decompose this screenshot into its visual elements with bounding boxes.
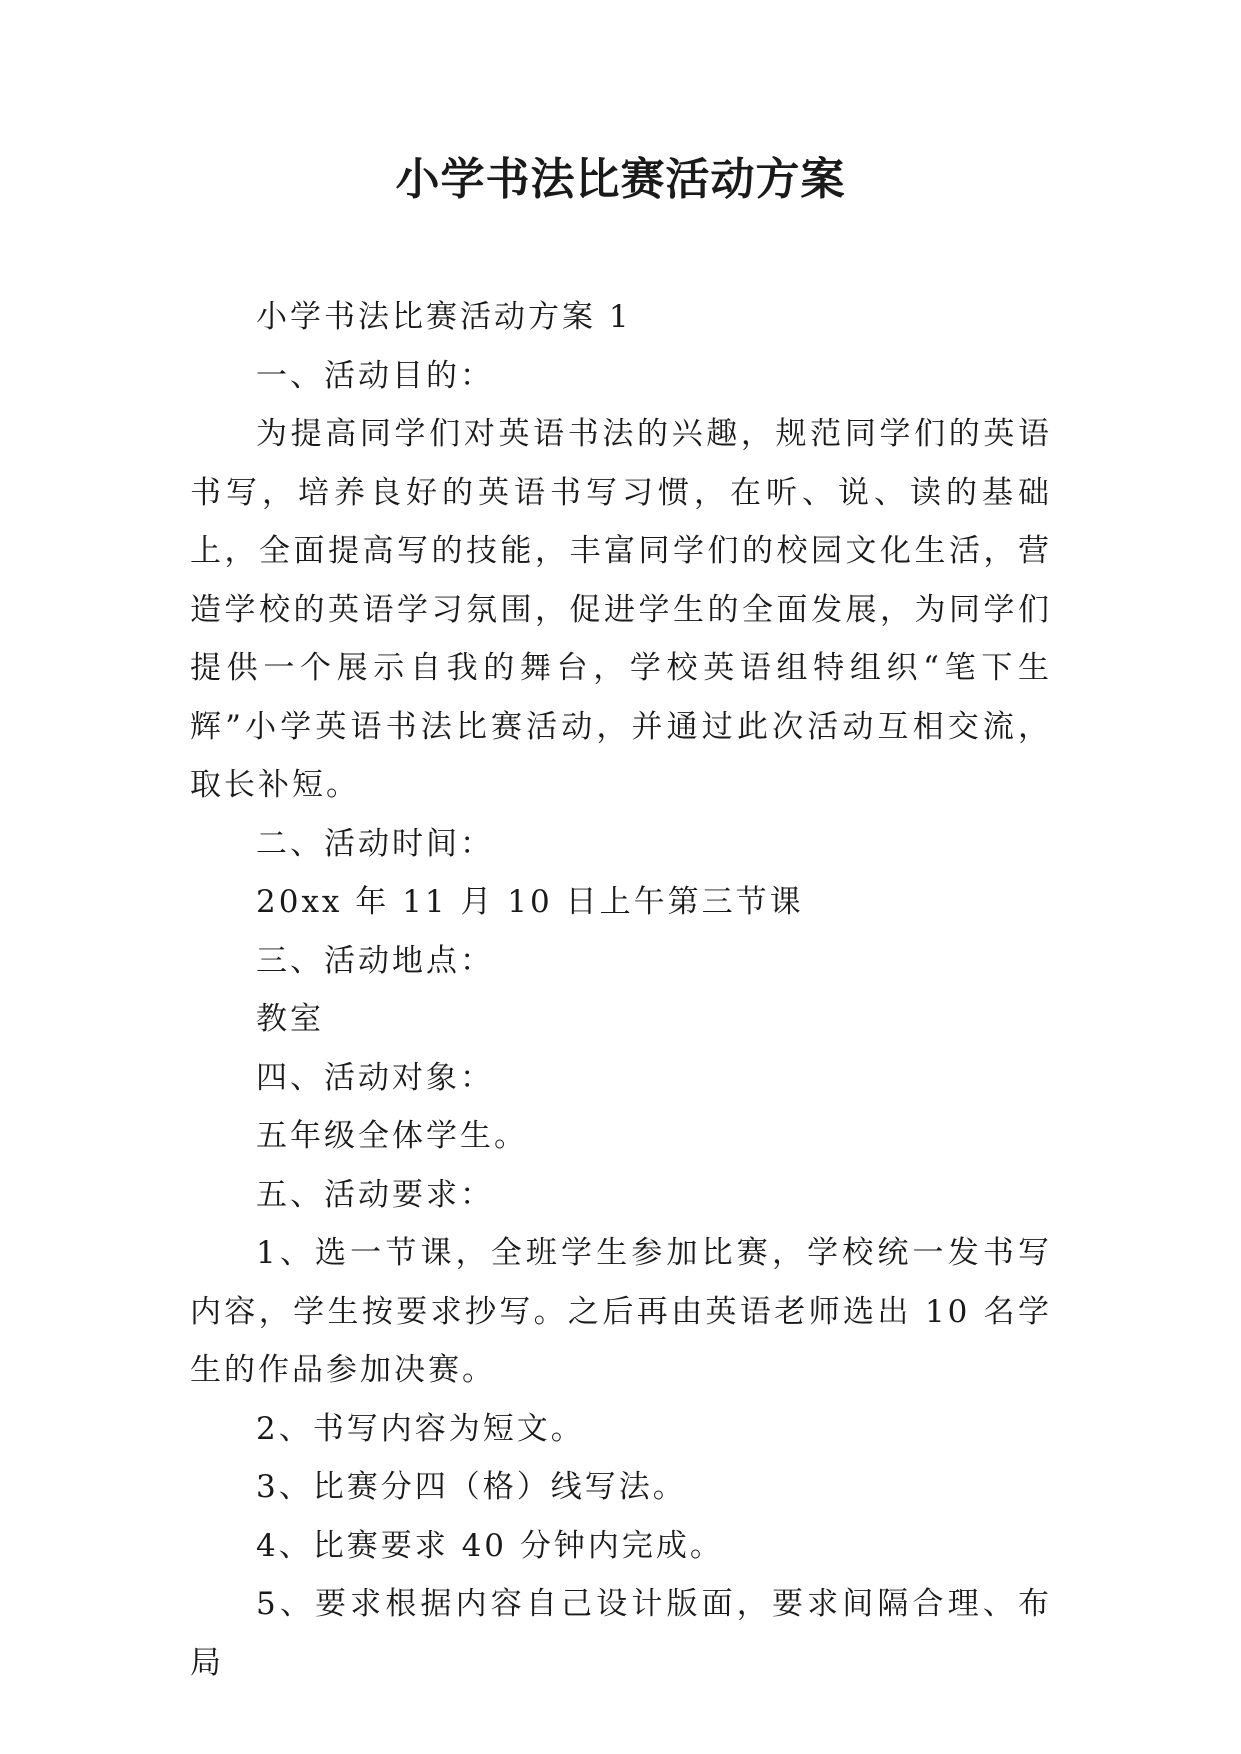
participants-paragraph: 五年级全体学生。 bbox=[256, 1118, 528, 1154]
requirement-item-1: 1、选一节课，全班学生参加比赛，学校统一发书写内容，学生按要求抄写。之后再由英语老师选出 10 名学生的作品参加决赛。 bbox=[190, 1235, 1052, 1388]
section-heading-requirements: 五、活动要求： bbox=[256, 1176, 494, 1213]
requirement-item-2: 2、书写内容为短文。 bbox=[256, 1410, 585, 1447]
requirement-item-3: 3、比赛分四（格）线写法。 bbox=[256, 1469, 687, 1505]
section-heading-purpose: 一、活动目的： bbox=[256, 357, 494, 394]
document-title: 小学书法比赛活动方案 bbox=[395, 154, 846, 205]
section-heading-location: 三、活动地点： bbox=[256, 942, 494, 979]
location-paragraph: 教室 bbox=[256, 1001, 324, 1037]
subtitle-paragraph: 小学书法比赛活动方案 1 bbox=[256, 299, 632, 335]
requirement-item-5: 5、要求根据内容自己设计版面，要求间隔合理、布局 bbox=[190, 1586, 1052, 1681]
section-heading-time: 二、活动时间： bbox=[256, 825, 494, 862]
time-paragraph: 20xx 年 11 月 10 日上午第三节课 bbox=[256, 884, 804, 920]
document-body bbox=[190, 288, 1052, 1692]
purpose-paragraph: 为提高同学们对英语书法的兴趣，规范同学们的英语书写，培养良好的英语书写习惯，在听、说、读的基础上，全面提高写的技能，丰富同学们的校园文化生活，营造学校的英语学习氛围，促进学生的全面发展，为同学们提供一个展示自我的舞台，学校英语组特组织“笔下生辉”小学英语书法比赛活动，并通过此次活动互相交流，取长补短。 bbox=[190, 416, 1052, 803]
section-heading-participants: 四、活动对象： bbox=[256, 1059, 494, 1096]
requirement-item-4: 4、比赛要求 40 分钟内完成。 bbox=[256, 1527, 724, 1564]
